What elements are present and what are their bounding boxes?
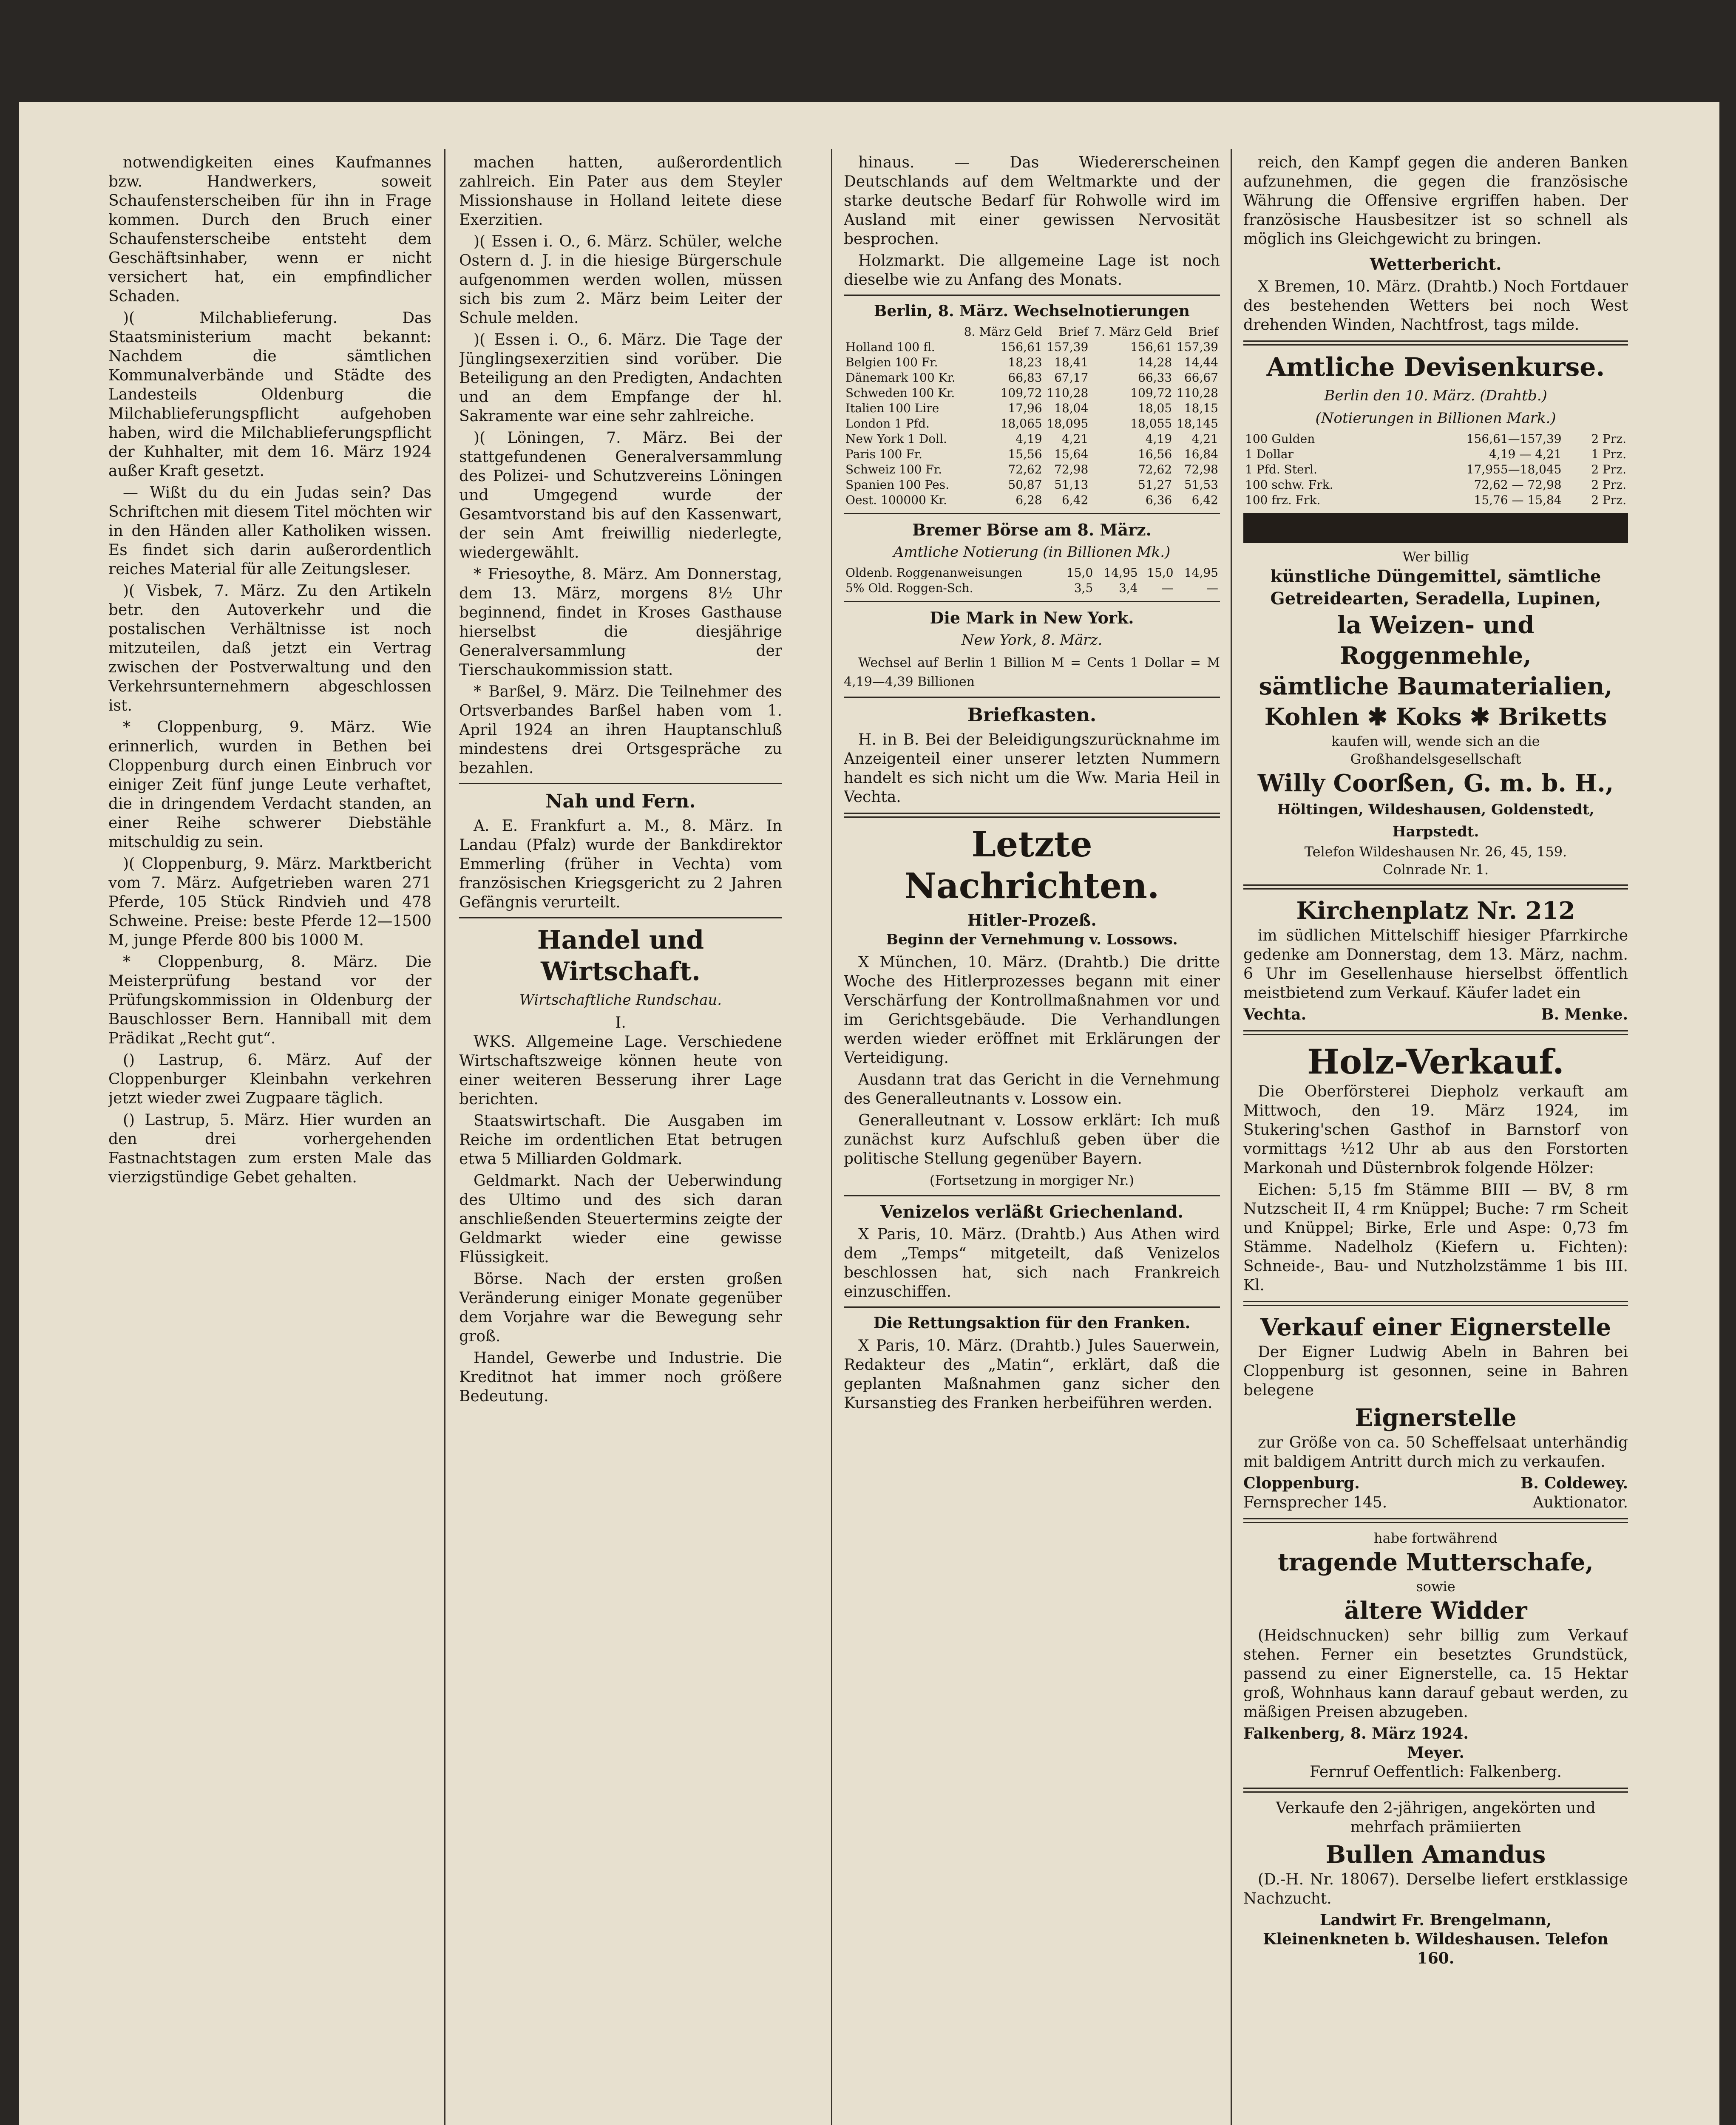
article-paragraph: hinaus. — Das Wiedererscheinen Deutschlands auf dem Weltmarkte und der starke deutsche Bedarf für Rohwolle wird im Ausland mit einer gewissen Nervosität besprochen. [844, 154, 1220, 248]
table-cell: 156,61 [1130, 340, 1172, 354]
column-rule [444, 149, 445, 2125]
venizelos-heading: Venizelos verläßt Griechenland. [880, 1202, 1184, 1222]
hitler-heading: Hitler-Prozeß. [967, 910, 1097, 929]
table-cell: 2 Prz. [1591, 493, 1626, 507]
article-paragraph: )( Essen i. O., 6. März. Schüler, welche Ostern d. J. in die hiesige Bürgerschule aufgenommen werden wollen, müssen sich bis zum 2. März beim Leiter der Schule melden. [459, 233, 782, 327]
table-row [844, 581, 1220, 596]
briefkasten-heading: Briefkasten. [967, 704, 1097, 726]
table-cell: 66,67 [1184, 371, 1218, 385]
table-cell: 109,72 [1000, 386, 1042, 400]
table-cell: 3,4 [1119, 581, 1138, 595]
section-divider [1243, 1518, 1628, 1523]
ad-title: Verkauf einer Eignerstelle [1260, 1313, 1611, 1341]
table-cell: 6,36 [1145, 493, 1172, 507]
table-row [1243, 431, 1628, 447]
table-cell: 2 Prz. [1591, 478, 1626, 492]
table-cell: — [1206, 581, 1218, 595]
table-row [1243, 477, 1628, 493]
article-paragraph: )( Visbek, 7. März. Zu den Artikeln betr. den Autoverkehr und die postalischen Verhältnisse ist noch mitzuteilen, daß jetzt ein Vertrag zwischen der Postverwaltung und den Verkehrsunternehmern abgeschlossen ist. [108, 582, 431, 714]
table-cell: 100 frz. Frk. [1245, 493, 1321, 507]
ad-eignerstelle [1243, 1312, 1628, 1343]
table-row [844, 340, 1220, 355]
ad-mutterschafe [1243, 1529, 1628, 1626]
table-cell: — [1161, 581, 1174, 595]
table-cell: 15,0 [1147, 566, 1174, 580]
ad-text: Eichen: 5,15 fm Stämme BIII — BV, 8 rm Nutzscheit II, 4 rm Knüppel; Buche: 7 rm Scheit und Knüppel; Birke, Erle und Aspe: 0,73 fm Stämme. Nadelholz (Kiefern u. Fichten): Schneide-, Bau- und Nutzholzstämme 1 bis III. Kl. [1243, 1181, 1628, 1294]
ad-duengemittel [1243, 548, 1628, 878]
table-cell: 15,64 [1054, 447, 1089, 461]
table-body [1243, 431, 1628, 508]
table-row [844, 477, 1220, 493]
table-cell: 18,04 [1054, 401, 1089, 415]
section-subheading: Wirtschaftliche Rundschau. [519, 992, 722, 1009]
ad-phone: Fernsprecher 145. [1243, 1494, 1387, 1511]
article-paragraph: machen hatten, außerordentlich zahlreich. Ein Pater aus dem Steyler Missionshause in Holland leitete diese Exerzitien. [459, 154, 782, 229]
section-divider [844, 295, 1220, 296]
ad-firm-name: Willy Coorßen, G. m. b. H., [1257, 769, 1614, 797]
ad-line: Kohlen ✱ Koks ✱ Briketts [1264, 703, 1607, 731]
article-paragraph: )( Milchablieferung. Das Staatsministerium macht bekannt: Nachdem die sämtlichen Kommunalverbände und Städte des Landesteils Oldenburg die Milchablieferungspflicht aufgehoben haben, wird die Milchablieferungspflicht der Kuhhalter, mit dem 16. März 1924 außer Kraft gesetzt. [108, 309, 431, 480]
table-body [844, 340, 1220, 508]
table-cell: 18,065 [1000, 416, 1042, 431]
table-cell: 6,28 [1016, 493, 1042, 507]
table-row [844, 447, 1220, 462]
wetter-text: X Bremen, 10. März. (Drahtb.) Noch Fortdauer des bestehenden Wetters bei noch West drehenden Winden, Nachtfrost, tags milde. [1243, 278, 1628, 334]
mark-subtitle: New York, 8. März. [961, 632, 1103, 649]
section-divider [1243, 1301, 1628, 1306]
article-paragraph: () Lastrup, 6. März. Auf der Cloppenburger Kleinbahn verkehren jetzt wieder zwei Zugpaare täglich. [108, 1051, 431, 1107]
ad-title: tragende Mutterschafe, [1278, 1548, 1594, 1576]
article-paragraph: * Barßel, 9. März. Die Teilnehmer des Ortsverbandes Barßel haben vom 1. April 1924 an ihren Hauptanschluß mindestens drei Ortsgespräche zu bezahlen. [459, 683, 782, 777]
article-paragraph: WKS. Allgemeine Lage. Verschiedene Wirtschaftszweige können heute von einer weiteren Besserung ihrer Lage berichten. [459, 1033, 782, 1108]
ad-signature [1243, 1005, 1628, 1024]
table-row [844, 462, 1220, 477]
column-rule [1231, 149, 1232, 2125]
table-cell: 18,145 [1177, 416, 1218, 431]
hitler-subheading: Beginn der Vernehmung v. Lossows. [886, 931, 1178, 948]
table-row [844, 401, 1220, 416]
column-1 [108, 153, 431, 1190]
table-cell: 5% Old. Roggen-Sch. [845, 581, 973, 595]
section-numeral: I. [615, 1014, 626, 1031]
table-cell: 18,41 [1054, 355, 1089, 369]
article-paragraph: notwendigkeiten eines Kaufmannes bzw. Handwerkers, soweit Schaufensterscheiben für ihn in Frage kommen. Durch den Bruch einer Schaufensterscheibe entsteht dem Geschäftsinhaber, wenn er nicht versichert hat, ein empfindlicher Schaden. [108, 154, 431, 305]
table-header-cell: Brief [1189, 325, 1218, 339]
devisen-table [1243, 431, 1628, 508]
article-paragraph: Holzmarkt. Die allgemeine Lage ist noch dieselbe wie zu Anfang des Monats. [844, 252, 1220, 289]
table-cell: 2 Prz. [1591, 462, 1626, 476]
ad-title: Eignerstelle [1355, 1404, 1517, 1432]
ad-name: B. Menke. [1541, 1006, 1628, 1023]
table-cell: 17,96 [1008, 401, 1042, 415]
ad-lead: habe fortwährend [1374, 1530, 1498, 1546]
ad-line: künstliche Düngemittel, sämtliche [1270, 567, 1601, 586]
section-divider [1243, 1788, 1628, 1793]
article-paragraph: * Cloppenburg, 9. März. Wie erinnerlich, wurden in Bethen bei Cloppenburg durch einen Einbruch vor einiger Zeit fünf junge Leute verhaftet, die in dringendem Verdacht standen, an einer Reihe schwerer Diebstähle mitschuldig zu sein. [108, 719, 431, 851]
table-cell: 1 Prz. [1591, 447, 1626, 461]
section-divider [844, 1195, 1220, 1196]
table-header-cell [844, 324, 960, 340]
ad-text: Die Oberförsterei Diepholz verkauft am Mittwoch, den 19. März 1924, im Stukering'schen Gasthof in Barnstorf von vormittags ½12 Uhr ab aus den Forstorten Markonah und Düsternbrok folgende Hölzer: [1243, 1083, 1628, 1177]
ad-place: Kleinenkneten b. Wildeshausen. Telefon 160. [1263, 1930, 1608, 1967]
table-cell: 67,17 [1054, 371, 1089, 385]
column-3 [844, 153, 1220, 1415]
table-cell: Oldenb. Roggenanweisungen [845, 566, 1022, 580]
devisen-subtitle-2: (Notierungen in Billionen Mark.) [1315, 410, 1556, 427]
ad-holz-verkauf [1243, 1041, 1628, 1082]
section-divider [844, 601, 1220, 602]
ad-line: sämtliche Baumaterialien, [1259, 672, 1613, 700]
section-heading-handel: Handel und Wirtschaft. [537, 925, 704, 986]
table-cell: 14,28 [1138, 355, 1172, 369]
table-cell: 156,61—157,39 [1466, 432, 1562, 446]
article-paragraph: )( Löningen, 7. März. Bei der stattgefundenen Generalversammlung des Polizei- und Schutzvereins Löningen und Umgegend wurde der Gesamtvorstand bis auf den Kassenwart, der sein Amt freiwillig niederlegte, wiedergewählt. [459, 429, 782, 561]
ad-line: Getreidearten, Seradella, Lupinen, [1270, 589, 1601, 609]
wetter-heading: Wetterbericht. [1370, 255, 1502, 274]
table-cell: 4,21 [1061, 432, 1089, 446]
table-row [844, 355, 1220, 370]
table-cell: 50,87 [1008, 478, 1042, 492]
table-cell: 18,055 [1130, 416, 1172, 431]
exchange-rates-table [844, 324, 1220, 508]
table-cell: 15,76 — 15,84 [1474, 493, 1562, 507]
mark-title: Die Mark in New York. [930, 608, 1134, 627]
table-cell: 4,19 [1145, 432, 1172, 446]
table-row [844, 431, 1220, 447]
table-cell: 4,21 [1191, 432, 1218, 446]
table-cell: 110,28 [1177, 386, 1218, 400]
article-paragraph: X Paris, 10. März. (Drahtb.) Jules Sauerwein, Redakteur des „Matin“, erklärt, daß die geplanten Maßnahmen ganz sicher den Kursanstieg des Franken herbeiführen werden. [844, 1337, 1220, 1412]
ad-name: Meyer. [1407, 1744, 1464, 1762]
table-cell: 72,98 [1054, 462, 1089, 476]
table-body [844, 565, 1220, 596]
ad-title: Kirchenplatz Nr. 212 [1296, 897, 1575, 925]
table-header-cell: Brief [1058, 325, 1089, 339]
ad-text: zur Größe von ca. 50 Scheffelsaat unterhändig mit baldigem Antritt durch mich zu verkaufen. [1243, 1434, 1628, 1470]
ad-lead: Verkaufe den 2-jährigen, angekörten und mehrfach prämiierten [1276, 1799, 1596, 1836]
article-paragraph: () Lastrup, 5. März. Hier wurden an den drei vorhergehenden Fastnachtstagen zum ersten Male das vierzigstündige Gebet gehalten. [108, 1111, 431, 1186]
table-cell: 14,44 [1184, 355, 1218, 369]
article-paragraph: Börse. Nach der ersten großen Veränderung einiger Monate gegenüber dem Vorjahre war die Bewegung sehr groß. [459, 1270, 782, 1345]
ad-title: ältere Widder [1344, 1597, 1527, 1625]
section-divider [844, 1306, 1220, 1308]
table-cell: 4,19 — 4,21 [1489, 447, 1562, 461]
table-cell: Holland 100 fl. [845, 340, 935, 354]
article-paragraph: )( Essen i. O., 6. März. Die Tage der Jünglingsexerzitien sind vorüber. Die Beteiligung an den Predigten, Andachten und an dem Empfange der hl. Sakramente war eine sehr zahlreiche. [459, 331, 782, 425]
table-row [1243, 493, 1628, 508]
section-divider [1243, 340, 1628, 346]
black-divider-bar [1243, 513, 1628, 543]
newspaper-page [19, 102, 1719, 2125]
bremen-title: Bremer Börse am 8. März. [912, 520, 1152, 539]
ad-text: kaufen will, wende sich an die [1331, 733, 1540, 749]
ad-lead: Wer billig [1402, 549, 1469, 565]
ad-text: (D.-H. Nr. 18067). Derselbe liefert erstklassige Nachzucht. [1243, 1871, 1628, 1907]
table-cell: 66,83 [1008, 371, 1042, 385]
article-paragraph: Generalleutnant v. Lossow erklärt: Ich muß zunächst kurz Aufschluß geben über die politische Stellung gegenüber Bayern. [844, 1112, 1220, 1167]
section-divider [459, 917, 782, 918]
table-cell: Paris 100 Fr. [845, 447, 922, 461]
table-cell: 66,33 [1138, 371, 1172, 385]
section-divider [1243, 1030, 1628, 1035]
letzte-nachrichten-heading: Letzte Nachrichten. [904, 824, 1160, 907]
ad-signature [1243, 1474, 1628, 1493]
table-cell: 51,53 [1184, 478, 1218, 492]
section-divider [844, 513, 1220, 514]
table-cell: 1 Pfd. Sterl. [1245, 462, 1317, 476]
table-cell: London 1 Pfd. [845, 416, 930, 431]
table-cell: 72,62 [1008, 462, 1042, 476]
table-cell: 6,42 [1061, 493, 1089, 507]
table-cell: Dänemark 100 Kr. [845, 371, 956, 385]
table-cell: 16,56 [1138, 447, 1172, 461]
ad-signature-2 [1243, 1493, 1628, 1512]
table-row [844, 385, 1220, 401]
table-cell: 156,61 [1000, 340, 1042, 354]
article-paragraph: Handel, Gewerbe und Industrie. Die Kreditnot hat immer noch größere Bedeutung. [459, 1349, 782, 1405]
bremen-table [844, 565, 1220, 596]
table-row [844, 493, 1220, 508]
ad-name: B. Coldewey. [1520, 1474, 1628, 1492]
table-cell: 51,13 [1054, 478, 1089, 492]
article-paragraph: Staatswirtschaft. Die Ausgaben im Reiche im ordentlichen Etat betrugen etwa 5 Milliarden Goldmark. [459, 1112, 782, 1168]
ad-role: Auktionator. [1532, 1494, 1628, 1511]
article-paragraph: * Cloppenburg, 8. März. Die Meisterprüfung bestand vor der Prüfungskommission in Oldenburg der Bauschlosser Bern. Hanniball mit dem Prädikat „Recht gut“. [108, 953, 431, 1047]
table-row [844, 565, 1220, 581]
table-cell: 51,27 [1138, 478, 1172, 492]
table-cell: 16,84 [1184, 447, 1218, 461]
table-row [844, 370, 1220, 385]
ad-place: Cloppenburg. [1243, 1474, 1360, 1492]
table-cell: Schweden 100 Kr. [845, 386, 955, 400]
column-2 [459, 153, 782, 1408]
ad-text: sowie [1416, 1578, 1455, 1595]
table-cell: 1 Dollar [1245, 447, 1294, 461]
section-heading-nah-fern: Nah und Fern. [545, 790, 696, 812]
table-cell: 72,62 [1138, 462, 1172, 476]
table-row [844, 416, 1220, 431]
article-paragraph: reich, den Kampf gegen die anderen Banken aufzunehmen, die gegen die französische Währung die Offensive ergriffen haben. Der französische Hausbesitzer ist so schnell als möglich ins Gleichgewicht zu bringen. [1243, 154, 1628, 248]
section-divider [844, 697, 1220, 698]
table-cell: Spanien 100 Pes. [845, 478, 950, 492]
table-cell: 14,95 [1103, 566, 1138, 580]
table-cell: 72,62 — 72,98 [1474, 478, 1562, 492]
table-cell: 18,05 [1138, 401, 1172, 415]
column-rule [831, 149, 832, 2125]
table-header-cell: 7. März Geld [1094, 325, 1172, 339]
ad-bullen [1243, 1839, 1628, 1870]
table-cell: 18,095 [1047, 416, 1089, 431]
ad-title: Holz-Verkauf. [1307, 1042, 1564, 1082]
table-cell: New York 1 Doll. [845, 432, 947, 446]
article-paragraph: A. E. Frankfurt a. M., 8. März. In Landau (Pfalz) wurde der Bankdirektor Emmerling (früher in Vechta) vom französischen Kriegsgericht zu 2 Jahren Gefängnis verurteilt. [459, 817, 782, 911]
ad-eignerstelle-title [1243, 1402, 1628, 1433]
table-cell: Schweiz 100 Fr. [845, 462, 942, 476]
continuation-note: (Fortsetzung in morgiger Nr.) [929, 1172, 1135, 1188]
article-paragraph: Geldmarkt. Nach der Ueberwindung des Ultimo und des sich daran anschließenden Steuertermins zeigte der Geldmarkt wieder eine gewisse Flüssigkeit. [459, 1172, 782, 1266]
table-cell: 15,56 [1008, 447, 1042, 461]
section-divider [459, 783, 782, 784]
ad-text: Großhandelsgesellschaft [1350, 751, 1521, 767]
briefkasten-text: H. in B. Bei der Beleidigungszurücknahme im Anzeigenteil einer unserer letzten Nummern handelt es sich nicht um die Ww. Maria Heil in Vechta. [844, 731, 1220, 806]
article-paragraph: * Friesoythe, 8. März. Am Donnerstag, dem 13. März, morgens 8½ Uhr beginnend, findet in Kroses Gasthause hierselbst die diesjährige Generalversammlung der Tierschaukommission statt. [459, 566, 782, 679]
ad-line: la Weizen- und Roggenmehle, [1337, 611, 1535, 670]
table-cell: Oest. 100000 Kr. [845, 493, 947, 507]
ad-phone: Telefon Wildeshausen Nr. 26, 45, 159. [1304, 844, 1567, 860]
rates-title: Berlin, 8. März. Wechselnotierungen [874, 302, 1190, 320]
bremen-subtitle: Amtliche Notierung (in Billionen Mk.) [893, 544, 1171, 561]
table-cell: 4,19 [1016, 432, 1042, 446]
ad-place: Falkenberg, 8. März 1924. [1243, 1725, 1469, 1742]
ad-kirchenplatz [1243, 895, 1628, 926]
article-paragraph: X Paris, 10. März. (Drahtb.) Aus Athen wird dem „Temps“ mitgeteilt, daß Venizelos beschlossen hat, sich nach Frankreich einzuschiffen. [844, 1226, 1220, 1300]
table-cell: 6,42 [1191, 493, 1218, 507]
ad-title: Bullen Amandus [1325, 1841, 1546, 1869]
table-row [1243, 447, 1628, 462]
ad-places: Höltingen, Wildeshausen, Goldenstedt, Harpstedt. [1277, 801, 1594, 840]
table-cell: 3,5 [1074, 581, 1093, 595]
article-paragraph: — Wißt du du ein Judas sein? Das Schriftchen mit diesem Titel möchten wir in den Händen aller Katholiken wissen. Es findet sich darin außerordentlich reiches Material für alle Zeitungsleser. [108, 484, 431, 578]
table-row [1243, 462, 1628, 477]
column-4 [1243, 153, 1628, 1968]
table-cell: 157,39 [1047, 340, 1089, 354]
ad-text: (Heidschnucken) sehr billig zum Verkauf stehen. Ferner ein besetztes Grundstück, passend zu einer Eignerstelle, ca. 15 Hektar groß, Wohnhaus kann darauf gebaut werden, zu mäßigen Preisen abzugeben. [1243, 1627, 1628, 1721]
table-cell: Belgien 100 Fr. [845, 355, 938, 369]
table-cell: 2 Prz. [1591, 432, 1626, 446]
ad-phone: Fernruf Oeffentlich: Falkenberg. [1309, 1763, 1562, 1781]
devisen-subtitle: Berlin den 10. März. (Drahtb.) [1324, 387, 1547, 404]
devisen-heading: Amtliche Devisenkurse. [1266, 352, 1605, 382]
table-cell: Italien 100 Lire [845, 401, 939, 415]
table-cell: 18,15 [1184, 401, 1218, 415]
ad-place: Vechta. [1243, 1006, 1307, 1023]
ad-text: im südlichen Mittelschiff hiesiger Pfarrkirche gedenke am Donnerstag, dem 13. März, nachm. 6 Uhr im Gesellenhause hierselbst öffentlich meistbietend zum Verkauf. Käufer ladet ein [1243, 927, 1628, 1002]
table-header-row [844, 324, 1220, 340]
section-divider [1243, 884, 1628, 890]
article-paragraph: Ausdann trat das Gericht in die Vernehmung des Generalleutnants v. Lossow ein. [844, 1071, 1220, 1108]
table-header-cell: 8. März Geld [964, 325, 1042, 339]
table-cell: 110,28 [1047, 386, 1089, 400]
table-cell: 15,0 [1066, 566, 1093, 580]
table-cell: 14,95 [1184, 566, 1218, 580]
section-divider [844, 813, 1220, 818]
table-cell: 18,23 [1008, 355, 1042, 369]
ad-phone: Colnrade Nr. 1. [1382, 861, 1489, 878]
rettung-heading: Die Rettungsaktion für den Franken. [873, 1314, 1191, 1332]
article-paragraph: )( Cloppenburg, 9. März. Marktbericht vom 7. März. Aufgetrieben waren 271 Pferde, 105 Stück Rindvieh und 478 Schweine. Preise: beste Pferde 12—1500 M, junge Pferde 800 bis 1000 M. [108, 855, 431, 949]
table-cell: 17,955—18,045 [1466, 462, 1562, 476]
table-cell: 157,39 [1177, 340, 1218, 354]
ad-text: Der Eigner Ludwig Abeln in Bahren bei Cloppenburg ist gesonnen, seine in Bahren belegene [1243, 1343, 1628, 1399]
table-cell: 100 schw. Frk. [1245, 478, 1333, 492]
mark-line: Wechsel auf Berlin 1 Billion M = Cents 1 Dollar = M 4,19—4,39 Billionen [844, 655, 1220, 689]
ad-name: Landwirt Fr. Brengelmann, [1320, 1911, 1552, 1929]
article-paragraph: X München, 10. März. (Drahtb.) Die dritte Woche des Hitlerprozesses begann mit einer Verschärfung der Kontrollmaßnahmen vor und im Gerichtsgebäude. Die Verhandlungen werden wieder eröffnet mit Erklärungen der Verteidigung. [844, 954, 1220, 1067]
table-cell: 109,72 [1130, 386, 1172, 400]
table-cell: 72,98 [1184, 462, 1218, 476]
table-cell: 100 Gulden [1245, 432, 1315, 446]
